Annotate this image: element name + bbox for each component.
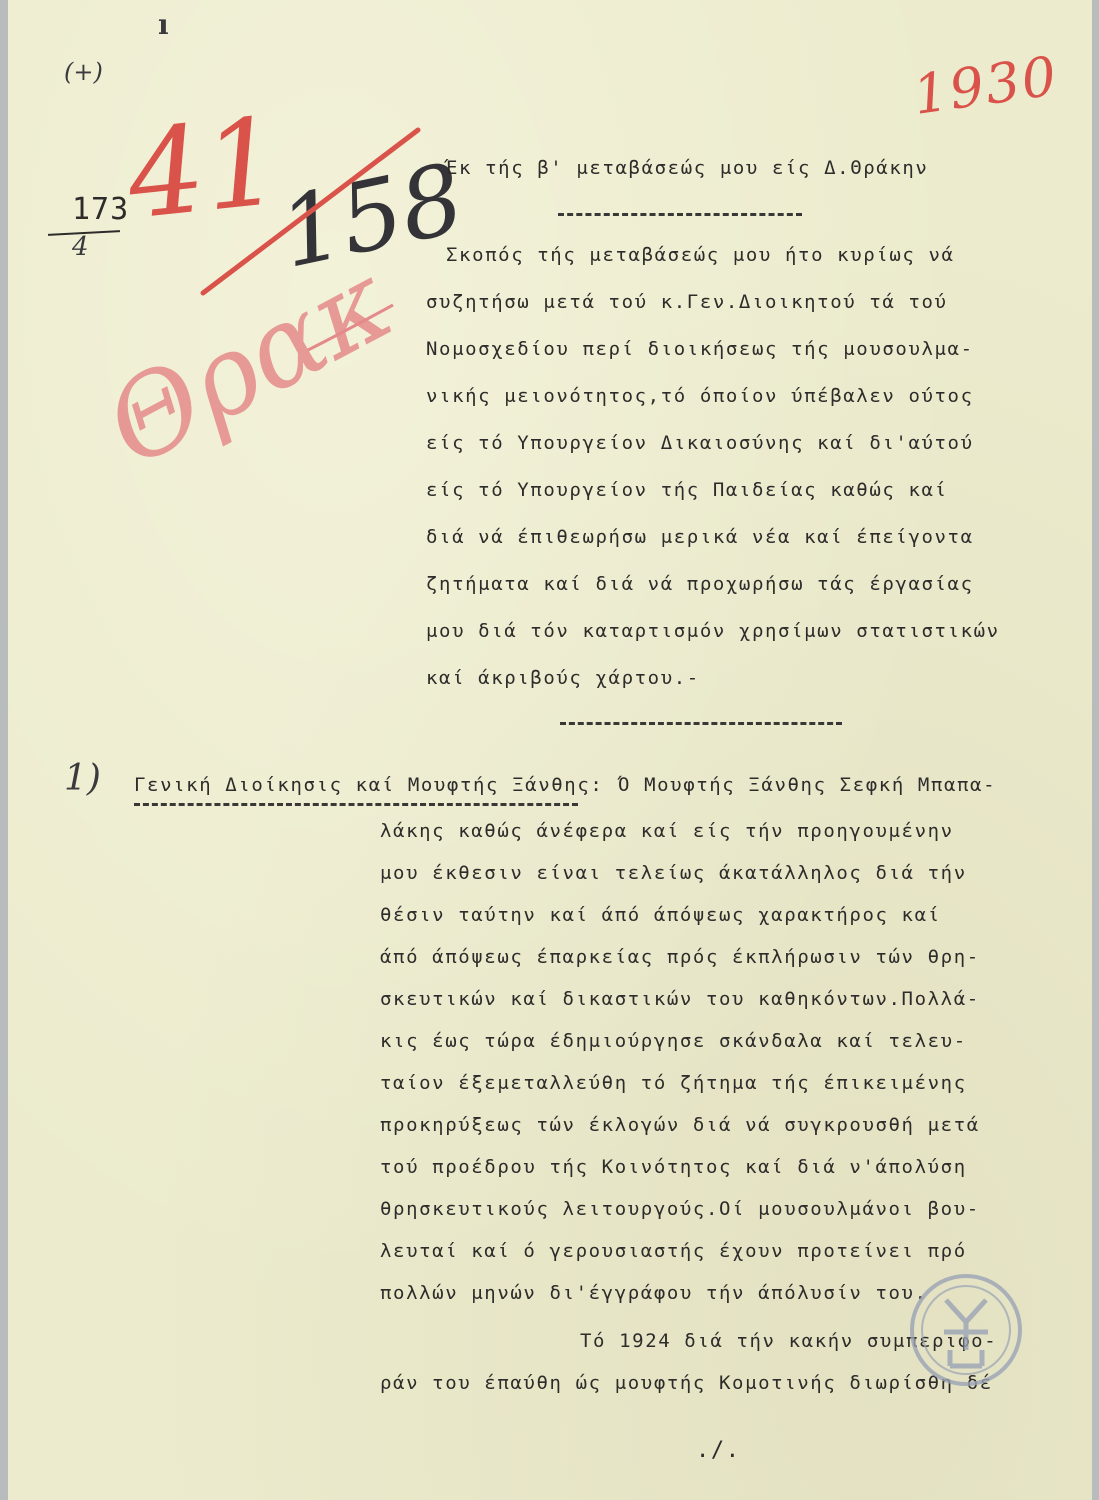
red-pencil-slash <box>203 130 418 293</box>
section-line: μου έκθεσιν είναι τελείως άκατάλληλος διά τήν <box>380 862 967 884</box>
document-heading: Έκ τής β' μεταβάσεώς μου είς Δ.Θράκην <box>446 157 929 179</box>
section-divider <box>560 722 842 725</box>
intro-line: καί άκριβούς χάρτου.- <box>426 667 700 689</box>
archive-stamp <box>906 1270 1026 1390</box>
intro-line: μου διά τόν καταρτισμόν χρησίμων στατιστικών <box>426 620 1000 642</box>
circle-mark: (+) <box>64 58 103 86</box>
section-line: ράν του έπαύθη ώς μουφτής Κομοτινής διωρίσθη δέ <box>380 1372 993 1394</box>
intro-line: Νομοσχεδίου περί διοικήσεως τής μουσουλμα- <box>426 338 974 360</box>
section-line: λευταί καί ό γερουσιαστής έχουν προτείνει πρό <box>380 1240 967 1262</box>
continuation-mark: ./. <box>696 1438 741 1463</box>
section-line: άπό άπόψεως έπαρκείας πρός έκπλήρωσιν τών θρη- <box>380 946 980 968</box>
section-line: ταίον έξεμεταλλεύθη τό ζήτημα τής έπικειμένης <box>380 1072 967 1094</box>
section-title-underline <box>134 803 578 806</box>
intro-line: διά νά έπιθεωρήσω μερικά νέα καί έπείγοντα <box>426 526 974 548</box>
section-first-line: Ό Μουφτής Ξάνθης Σεφκή Μπαπα- <box>618 774 997 796</box>
red-pencil-tail <box>308 305 393 350</box>
section-line: πολλών μηνών δι'έγγράφου τήν άπόλυσίν του. <box>380 1282 928 1304</box>
intro-line: ζητήματα καί διά νά προχωρήσω τάς έργασίας <box>426 573 974 595</box>
section-line: προκηρύξεως τών έκλογών διά νά συγκρουσθή μετά <box>380 1114 980 1136</box>
section-line: θέσιν ταύτην καί άπό άπόψεως χαρακτήρος καί <box>380 904 941 926</box>
top-mark: ı <box>158 8 169 41</box>
document-page <box>8 0 1092 1500</box>
section-line: λάκης καθώς άνέφερα καί είς τήν προηγουμένην <box>380 820 954 842</box>
red-pencil-scrawl: Θρακ <box>85 236 412 492</box>
red-folio-number: 1930 <box>909 44 1063 127</box>
heading-underline <box>558 213 802 216</box>
intro-line: Σκοπός τής μεταβάσεώς μου ήτο κυρίως νά <box>446 244 955 266</box>
section-line: κις έως τώρα έδημιούργησε σκάνδαλα καί τελευ- <box>380 1030 967 1052</box>
intro-line: είς τό Υπουργείον Δικαιοσύνης καί δι'αύτού <box>426 432 974 454</box>
section-title: Γενική Διοίκησις καί Μουφτής Ξάνθης: <box>134 774 604 796</box>
archive-sub: 4 <box>72 232 89 262</box>
archive-number: 173 <box>72 192 130 227</box>
intro-line: συζητήσω μετά τού κ.Γεν.Διοικητού τά τού <box>426 291 948 313</box>
pencil-number: 158 <box>270 142 473 290</box>
section-number: 1) <box>64 758 101 799</box>
section-line: θρησκευτικούς λειτουργούς.Οί μουσουλμάνοι βου- <box>380 1198 980 1220</box>
section-line: Τό 1924 διά τήν κακήν συμπεριφο- <box>580 1330 998 1352</box>
intro-line: είς τό Υπουργείον τής Παιδείας καθώς καί <box>426 479 948 501</box>
section-line: τού προέδρου τής Κοινότητος καί διά ν'άπολύση <box>380 1156 967 1178</box>
red-pencil-number: 41 <box>121 92 288 247</box>
section-line: σκευτικών καί δικαστικών του καθηκόντων.Πολλά- <box>380 988 980 1010</box>
intro-line: νικής μειονότητος,τό όποίον ύπέβαλεν ούτος <box>426 385 974 407</box>
